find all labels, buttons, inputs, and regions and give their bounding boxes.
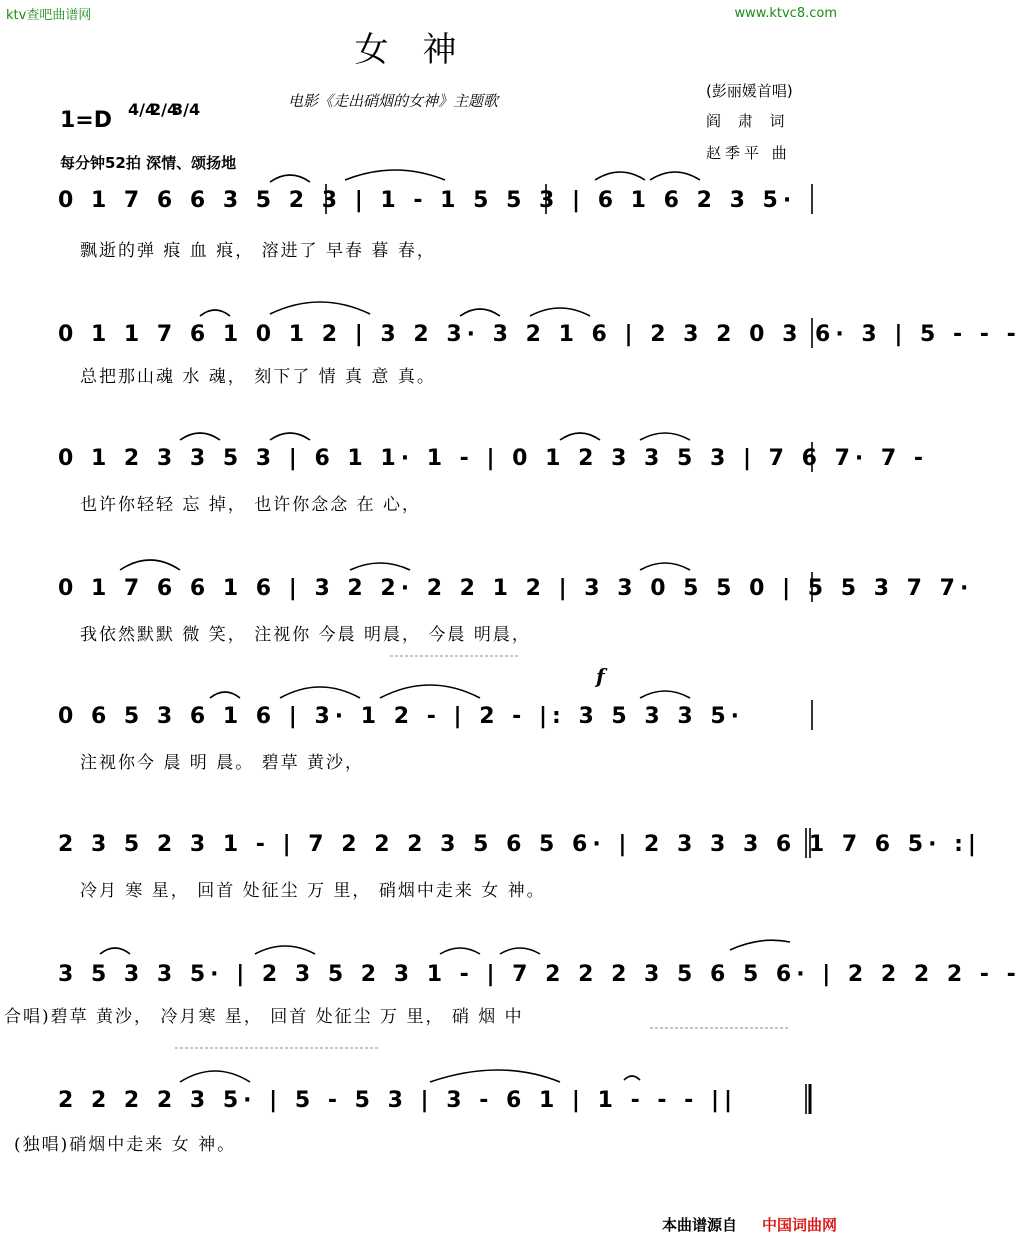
slur [280, 687, 360, 698]
slur [100, 948, 130, 954]
singer-credit: (彭丽媛首唱) [706, 82, 793, 100]
slur [595, 172, 645, 180]
time-signature-1: 4/4 [128, 100, 157, 119]
notation-row-5: 0 6 5 3 6 1 6 | 3· 1 2 - | 2 - |: 3 5 3 3 5· [58, 704, 744, 729]
slur [200, 310, 230, 316]
lyric-row-2: 总把那山魂 水 魂， 刻下了 情 真 意 真。 [80, 367, 436, 387]
lyric-row-8: (独唱)硝烟中走来 女 神。 [14, 1135, 237, 1155]
time-signature-3: 3/4 [172, 100, 201, 119]
slur [210, 692, 240, 698]
slur [460, 309, 500, 316]
slur [180, 1071, 250, 1082]
key-signature: 1=D [60, 108, 113, 133]
slur [530, 308, 590, 316]
lyric-row-3: 也许你轻轻 忘 掉， 也许你念念 在 心， [80, 495, 422, 515]
footer-site-name: 中国词曲网 [761, 1216, 837, 1234]
slur [270, 175, 310, 182]
notation-row-8: 2 2 2 2 3 5· | 5 - 5 3 | 3 - 6 1 | 1 - - - || [58, 1088, 738, 1113]
song-subtitle: 电影《走出硝烟的女神》主题歌 [288, 92, 499, 110]
slur [345, 170, 445, 180]
lyric-row-5: 注视你今 晨 明 晨。 碧草 黄沙， [80, 753, 365, 773]
slur [640, 433, 690, 440]
composer-credit: 赵季平 曲 [706, 144, 791, 162]
slur [440, 948, 480, 954]
notation-row-6: 2 3 5 2 3 1 - | 7 2 2 2 3 5 6 5 6· | 2 3 3 3 6 1 7 6 5· :| [58, 832, 981, 857]
lyric-row-6: 冷月 寒 星， 回首 处征尘 万 里， 硝烟中走来 女 神。 [80, 881, 546, 901]
slur [270, 302, 370, 314]
slur [640, 691, 690, 698]
slur [255, 946, 315, 954]
watermark-left: ktv查吧曲谱网 [6, 8, 92, 23]
lyric-row-1: 飘逝的弹 痕 血 痕， 溶进了 早春 暮 春， [80, 241, 436, 261]
slur [640, 563, 690, 570]
notation-row-7: 3 5 3 3 5· | 2 3 5 2 3 1 - | 7 2 2 2 3 5 6 5 6· | 2 2 2 2 - - [58, 962, 1021, 987]
time-signature-2: 2/4 [150, 100, 179, 119]
slur [730, 940, 790, 950]
slur [430, 1070, 560, 1082]
notation-row-1: 0 1 7 6 6 3 5 2 3 | 1 - 1 5 5 3 | 6 1 6 2 3 5· [58, 188, 797, 213]
slur [120, 560, 180, 570]
notation-row-4: 0 1 7 6 6 1 6 | 3 2 2· 2 2 1 2 | 3 3 0 5 5 0 | 5 5 3 7 7· [58, 576, 974, 601]
footer-source-label: 本曲谱源自 [661, 1216, 737, 1234]
slur [560, 433, 600, 440]
song-title: 女神 [354, 30, 491, 70]
lyricist-credit: 阎 肃 词 [706, 112, 791, 130]
slur [650, 172, 700, 180]
lyric-row-4: 我依然默默 微 笑， 注视你 今晨 明晨， 今晨 明晨， [80, 625, 531, 645]
slur [270, 433, 310, 440]
notation-row-2: 0 1 1 7 6 1 0 1 2 | 3 2 3· 3 2 1 6 | 2 3 2 0 3 6· 3 | 5 - - - [58, 322, 1021, 347]
lyric-row-7: 合唱)碧草 黄沙， 冷月寒 星， 回首 处征尘 万 里， 硝 烟 中 [4, 1007, 524, 1027]
notation-row-3: 0 1 2 3 3 5 3 | 6 1 1· 1 - | 0 1 2 3 3 5 3 | 7 6 7· 7 - [58, 446, 928, 471]
tempo-marking: 每分钟52拍 深情、颂扬地 [60, 154, 237, 172]
slur [350, 563, 410, 570]
slur [624, 1076, 640, 1080]
slur [180, 433, 220, 440]
watermark-right: www.ktvc8.com [734, 6, 837, 21]
slur [380, 685, 480, 698]
dynamic-forte: f [596, 664, 605, 688]
slur [500, 948, 540, 954]
